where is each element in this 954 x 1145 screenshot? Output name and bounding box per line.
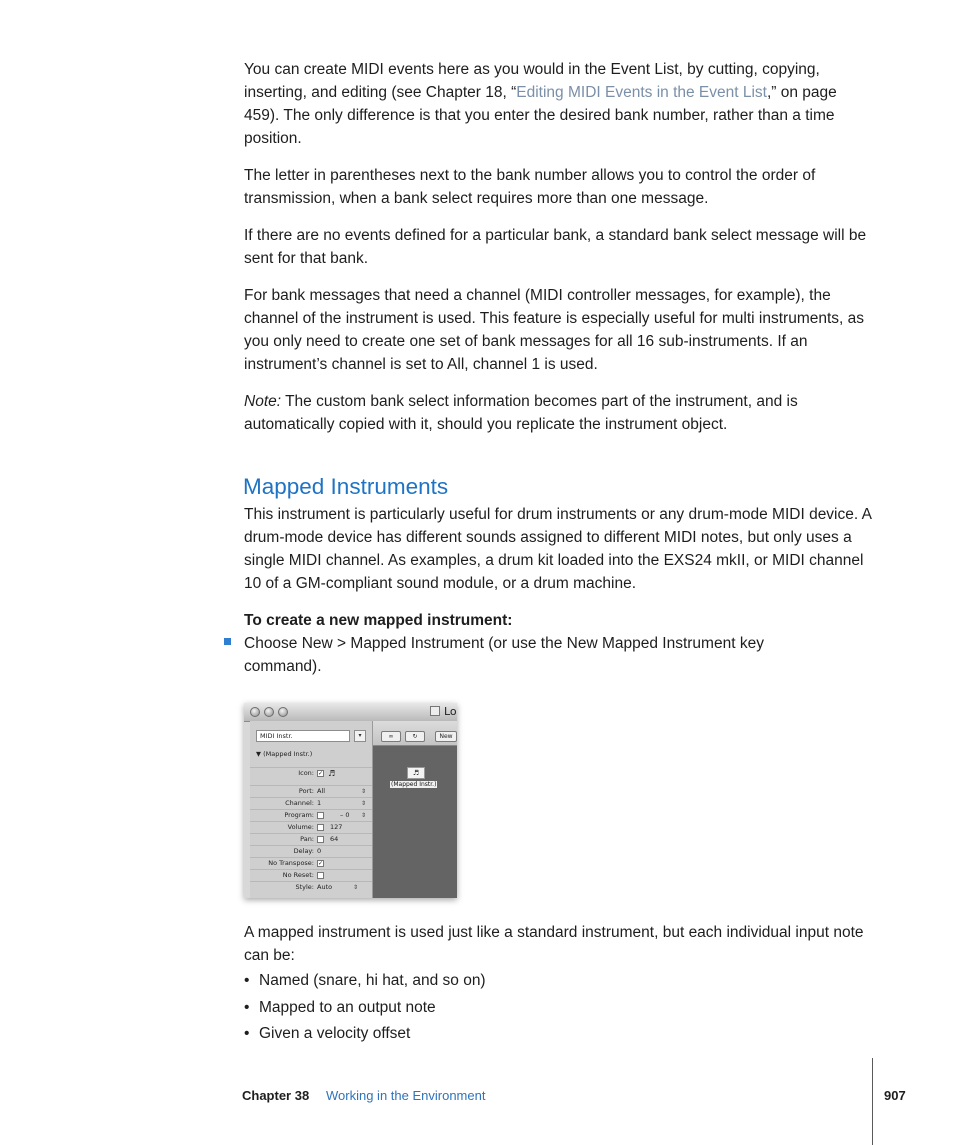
program-value[interactable]: – 0	[340, 811, 350, 819]
bullet-icon: •	[244, 1025, 250, 1042]
list-item	[244, 1023, 410, 1045]
param-label: Volume:	[287, 823, 314, 831]
note-label: Note:	[244, 393, 282, 410]
drum-icon[interactable]: ♬	[328, 769, 336, 778]
paragraph-bank-messages	[244, 284, 874, 376]
updown-icon[interactable]: ⇕	[360, 788, 366, 795]
note-text: The custom bank select information becomes part of the instrument, and is automatically copied with it, should you replicate the instrument object.	[244, 393, 798, 433]
program-checkbox[interactable]	[317, 812, 324, 819]
param-label: Style:	[295, 883, 314, 891]
list-item	[244, 997, 436, 1019]
list-item	[244, 970, 486, 992]
port-value[interactable]: All	[317, 787, 326, 795]
chevron-down-icon[interactable]: ▾	[354, 730, 366, 742]
step-item	[244, 632, 844, 678]
style-value[interactable]: Auto	[317, 883, 333, 891]
param-label: Pan:	[300, 835, 314, 843]
list-item-text: Mapped to an output note	[259, 999, 436, 1016]
inspector-panel	[250, 721, 373, 898]
window-proxy-icon	[430, 706, 440, 716]
note-paragraph	[244, 390, 874, 436]
paragraph-event-list	[244, 58, 874, 150]
param-label: Port:	[298, 787, 314, 795]
pan-value[interactable]: 64	[330, 835, 339, 843]
close-button[interactable]	[250, 707, 260, 717]
updown-icon[interactable]: ⇕	[352, 884, 358, 891]
footer-chapter: Chapter 38	[242, 1088, 310, 1103]
footer-divider	[872, 1058, 873, 1145]
paragraph-text: A mapped instrument is used just like a standard instrument, but each individual input note can be:	[244, 924, 864, 964]
new-menu-button[interactable]: New	[435, 731, 457, 742]
channel-value[interactable]: 1	[317, 799, 322, 807]
environment-window-screenshot	[244, 703, 457, 898]
param-row-style	[250, 881, 372, 894]
paragraph-no-events	[244, 224, 874, 270]
updown-icon[interactable]: ⇕	[360, 800, 366, 807]
param-label: Program:	[284, 811, 314, 819]
bullet-icon: •	[244, 999, 250, 1016]
param-label: Icon:	[298, 769, 314, 777]
list-item-text: Named (snare, hi hat, and so on)	[259, 972, 486, 989]
no-reset-checkbox[interactable]	[317, 872, 324, 879]
zoom-button[interactable]	[278, 707, 288, 717]
paragraph-text: For bank messages that need a channel (MIDI controller messages, for example), the channel of the instrument is used. This feature is especially useful for multi instruments, as you only need to create one set of bank messages for all 16 sub-instruments. If an instrument’s channel is set to All, channel 1 is used.	[244, 287, 865, 373]
task-title: To create a new mapped instrument:	[244, 612, 513, 629]
param-label: Delay:	[293, 847, 314, 855]
link-icon[interactable]: ∞	[381, 731, 401, 742]
mapped-instrument-label[interactable]: (Mapped Instr.)	[391, 781, 437, 788]
pan-checkbox[interactable]	[317, 836, 324, 843]
layer-menu[interactable]: MIDI Instr.	[256, 730, 350, 742]
page-number: 907	[884, 1088, 906, 1103]
paragraph-text: This instrument is particularly useful for drum instruments or any drum-mode MIDI device. A drum-mode device has different sounds assigned to different MIDI notes, but only uses a single MIDI channel. As examples, a drum kit loaded into the EXS24 mkII, or MIDI channel 10 of a GM-compliant sound module, or a drum machine.	[244, 506, 872, 592]
section-intro	[244, 503, 874, 595]
footer-section-link[interactable]: Working in the Environment	[326, 1088, 486, 1103]
parameter-box-disclosure[interactable]: ▼ (Mapped Instr.)	[256, 750, 313, 758]
delay-value[interactable]: 0	[317, 847, 322, 855]
paragraph-text: ,” on page 459). The only difference is that you enter the desired bank number, rather than a time position.	[244, 84, 837, 147]
paragraph-letter-parentheses	[244, 164, 874, 210]
step-text: Choose New > Mapped Instrument (or use the New Mapped Instrument key command).	[244, 635, 764, 675]
volume-value[interactable]: 127	[330, 823, 343, 831]
bullet-icon: •	[244, 972, 250, 989]
environment-canvas[interactable]	[373, 721, 457, 898]
updown-icon[interactable]: ⇕	[360, 812, 366, 819]
param-label: No Transpose:	[268, 859, 314, 867]
mapped-instrument-icon[interactable]: ♬	[407, 767, 425, 779]
param-row-icon	[250, 767, 372, 780]
section-heading: Mapped Instruments	[243, 474, 449, 499]
volume-checkbox[interactable]	[317, 824, 324, 831]
no-transpose-checkbox[interactable]: ✓	[318, 860, 324, 867]
paragraph-text: The letter in parentheses next to the bank number allows you to control the order of transmission, when a bank select requires more than one message.	[244, 167, 816, 207]
paragraph-text: If there are no events defined for a particular bank, a standard bank select message will be sent for that bank.	[244, 227, 867, 267]
link-editing-midi-events[interactable]: Editing MIDI Events in the Event List	[516, 84, 767, 101]
icon-checkbox[interactable]: ✓	[318, 770, 324, 777]
paragraph-text: You can create MIDI events here as you would in the Event List, by cutting, copying, inserting, and editing (see Chapter 18, “	[244, 61, 820, 101]
param-label: Channel:	[285, 799, 314, 807]
window-title: Lo	[444, 705, 457, 718]
cable-icon[interactable]: ↻	[405, 731, 425, 742]
list-item-text: Given a velocity offset	[259, 1025, 411, 1042]
canvas-toolbar	[373, 721, 457, 746]
window-titlebar	[244, 703, 457, 722]
minimize-button[interactable]	[264, 707, 274, 717]
param-label: No Reset:	[282, 871, 314, 879]
square-bullet-icon	[224, 638, 231, 645]
paragraph-after-figure	[244, 921, 874, 967]
